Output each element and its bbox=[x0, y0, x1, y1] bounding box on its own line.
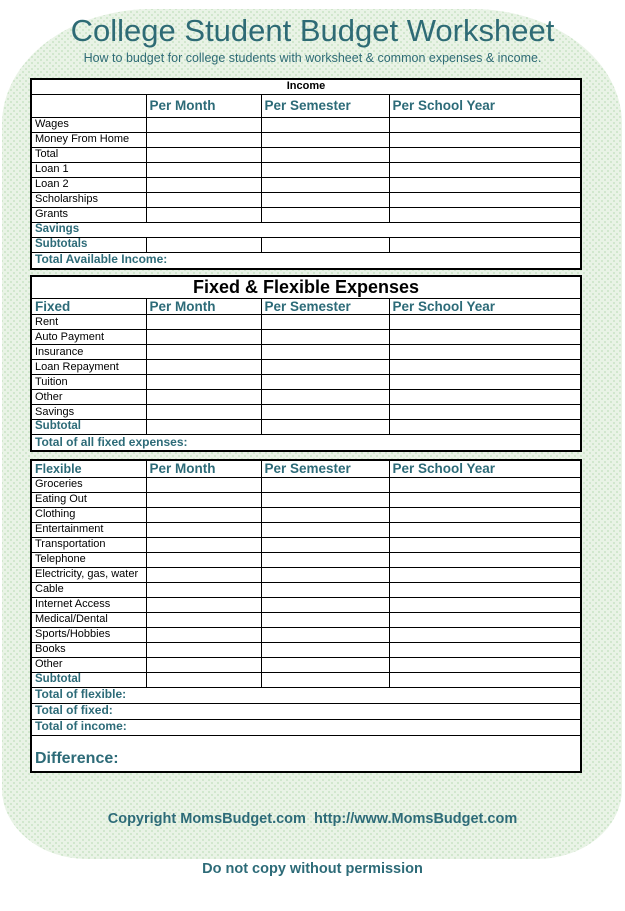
value-cell bbox=[261, 162, 389, 177]
value-cell bbox=[261, 345, 389, 360]
income-header-row bbox=[31, 94, 581, 117]
total-fixed-row bbox=[31, 703, 581, 719]
table-row bbox=[31, 657, 581, 672]
value-cell bbox=[261, 192, 389, 207]
value-cell bbox=[146, 420, 261, 435]
value-cell bbox=[389, 672, 581, 687]
value-cell bbox=[146, 315, 261, 330]
value-cell bbox=[261, 375, 389, 390]
column-header-per-semester: Per Semester bbox=[261, 460, 389, 477]
row-label: Subtotals bbox=[31, 237, 146, 252]
value-cell bbox=[389, 162, 581, 177]
value-cell bbox=[389, 522, 581, 537]
value-cell bbox=[261, 132, 389, 147]
table-row bbox=[31, 582, 581, 597]
row-label: Medical/Dental bbox=[31, 612, 146, 627]
row-label: Total Available Income: bbox=[31, 252, 581, 269]
value-cell bbox=[146, 162, 261, 177]
value-cell bbox=[261, 177, 389, 192]
value-cell bbox=[261, 657, 389, 672]
table-row bbox=[31, 597, 581, 612]
table-row bbox=[31, 642, 581, 657]
row-label: Internet Access bbox=[31, 597, 146, 612]
page-subtitle: How to budget for college students with worksheet & common expenses & income. bbox=[83, 50, 542, 65]
value-cell bbox=[146, 492, 261, 507]
flexible-header-row bbox=[31, 460, 581, 477]
value-cell bbox=[261, 597, 389, 612]
table-row bbox=[31, 330, 581, 345]
row-label: Rent bbox=[31, 315, 146, 330]
value-cell bbox=[261, 567, 389, 582]
row-label: Cable bbox=[31, 582, 146, 597]
permission-line: Do not copy without permission bbox=[202, 860, 423, 877]
value-cell bbox=[261, 477, 389, 492]
copyright-line: Copyright MomsBudget.com http://www.MomsBudget.com bbox=[107, 810, 518, 827]
row-label: Auto Payment bbox=[31, 330, 146, 345]
column-header-per-school-year: Per School Year bbox=[389, 298, 581, 315]
value-cell bbox=[389, 477, 581, 492]
value-cell bbox=[146, 522, 261, 537]
income-subtotals-row bbox=[31, 237, 581, 252]
value-cell bbox=[261, 237, 389, 252]
value-cell bbox=[146, 582, 261, 597]
fixed-expenses-table bbox=[30, 275, 582, 453]
table-row bbox=[31, 315, 581, 330]
value-cell bbox=[261, 507, 389, 522]
row-label: Wages bbox=[31, 117, 146, 132]
income-section-title-row bbox=[31, 79, 581, 95]
row-label: Groceries bbox=[31, 477, 146, 492]
row-label: Clothing bbox=[31, 507, 146, 522]
table-row bbox=[31, 522, 581, 537]
column-header-per-month: Per Month bbox=[146, 94, 261, 117]
column-header-per-school-year: Per School Year bbox=[389, 94, 581, 117]
table-row bbox=[31, 132, 581, 147]
total-flexible-row bbox=[31, 687, 581, 703]
income-table bbox=[30, 78, 582, 270]
table-row bbox=[31, 162, 581, 177]
income-corner-cell bbox=[31, 94, 146, 117]
value-cell bbox=[389, 315, 581, 330]
row-label: Books bbox=[31, 642, 146, 657]
row-label: Savings bbox=[31, 405, 146, 420]
value-cell bbox=[146, 612, 261, 627]
value-cell bbox=[389, 612, 581, 627]
value-cell bbox=[389, 132, 581, 147]
value-cell bbox=[389, 405, 581, 420]
table-row bbox=[31, 405, 581, 420]
value-cell bbox=[146, 537, 261, 552]
row-label: Telephone bbox=[31, 552, 146, 567]
value-cell bbox=[146, 237, 261, 252]
value-cell bbox=[261, 207, 389, 222]
table-row bbox=[31, 375, 581, 390]
row-label: Total of income: bbox=[31, 719, 581, 735]
section-gap bbox=[30, 452, 580, 459]
value-cell bbox=[389, 537, 581, 552]
value-cell bbox=[146, 375, 261, 390]
value-cell bbox=[389, 147, 581, 162]
table-row bbox=[31, 552, 581, 567]
row-label: Scholarships bbox=[31, 192, 146, 207]
value-cell bbox=[261, 360, 389, 375]
value-cell bbox=[261, 117, 389, 132]
flexible-subtotal-row bbox=[31, 672, 581, 687]
value-cell bbox=[146, 117, 261, 132]
row-label: Total bbox=[31, 147, 146, 162]
value-cell bbox=[146, 642, 261, 657]
row-label: Money From Home bbox=[31, 132, 146, 147]
value-cell bbox=[389, 507, 581, 522]
fixed-corner-cell: Fixed bbox=[31, 298, 146, 315]
flexible-corner-cell: Flexible bbox=[31, 460, 146, 477]
table-row bbox=[31, 390, 581, 405]
row-label: Loan Repayment bbox=[31, 360, 146, 375]
value-cell bbox=[389, 567, 581, 582]
value-cell bbox=[389, 597, 581, 612]
value-cell bbox=[389, 582, 581, 597]
value-cell bbox=[389, 390, 581, 405]
value-cell bbox=[389, 657, 581, 672]
fixed-subtotal-row bbox=[31, 420, 581, 435]
value-cell bbox=[389, 177, 581, 192]
row-label: Electricity, gas, water bbox=[31, 567, 146, 582]
table-row bbox=[31, 345, 581, 360]
value-cell bbox=[261, 420, 389, 435]
value-cell bbox=[146, 390, 261, 405]
fixed-header-row bbox=[31, 298, 581, 315]
value-cell bbox=[261, 147, 389, 162]
flexible-expenses-table bbox=[30, 459, 582, 773]
page-title: College Student Budget Worksheet bbox=[70, 13, 555, 48]
income-section-title: Income bbox=[31, 79, 581, 95]
difference-row bbox=[31, 735, 581, 772]
value-cell bbox=[146, 627, 261, 642]
value-cell bbox=[146, 345, 261, 360]
column-header-per-semester: Per Semester bbox=[261, 94, 389, 117]
income-total-row bbox=[31, 252, 581, 269]
value-cell bbox=[146, 360, 261, 375]
footer bbox=[0, 778, 625, 911]
row-label: Other bbox=[31, 390, 146, 405]
row-label: Eating Out bbox=[31, 492, 146, 507]
value-cell bbox=[389, 192, 581, 207]
value-cell bbox=[146, 192, 261, 207]
row-label: Subtotal bbox=[31, 420, 146, 435]
value-cell bbox=[146, 567, 261, 582]
value-cell bbox=[389, 207, 581, 222]
value-cell bbox=[389, 345, 581, 360]
value-cell bbox=[389, 420, 581, 435]
table-row bbox=[31, 612, 581, 627]
value-cell bbox=[146, 330, 261, 345]
value-cell bbox=[146, 405, 261, 420]
row-label: Other bbox=[31, 657, 146, 672]
row-label: Total of fixed: bbox=[31, 703, 581, 719]
row-label: Subtotal bbox=[31, 672, 146, 687]
row-label: Loan 2 bbox=[31, 177, 146, 192]
value-cell bbox=[261, 627, 389, 642]
row-label: Total of flexible: bbox=[31, 687, 581, 703]
table-row bbox=[31, 147, 581, 162]
expenses-section-title-row bbox=[31, 276, 581, 299]
column-header-per-semester: Per Semester bbox=[261, 298, 389, 315]
row-label: Total of all fixed expenses: bbox=[31, 435, 581, 452]
column-header-per-school-year: Per School Year bbox=[389, 460, 581, 477]
row-label: Savings bbox=[31, 222, 581, 237]
value-cell bbox=[261, 537, 389, 552]
value-cell bbox=[389, 117, 581, 132]
value-cell bbox=[261, 315, 389, 330]
table-row bbox=[31, 177, 581, 192]
value-cell bbox=[146, 657, 261, 672]
table-row bbox=[31, 507, 581, 522]
table-row bbox=[31, 207, 581, 222]
column-header-per-month: Per Month bbox=[146, 298, 261, 315]
row-label: Insurance bbox=[31, 345, 146, 360]
table-row bbox=[31, 627, 581, 642]
row-label: Difference: bbox=[31, 735, 581, 772]
value-cell bbox=[261, 552, 389, 567]
value-cell bbox=[389, 330, 581, 345]
table-row bbox=[31, 567, 581, 582]
value-cell bbox=[261, 582, 389, 597]
row-label: Grants bbox=[31, 207, 146, 222]
column-header-per-month: Per Month bbox=[146, 460, 261, 477]
value-cell bbox=[146, 477, 261, 492]
value-cell bbox=[389, 627, 581, 642]
value-cell bbox=[261, 642, 389, 657]
value-cell bbox=[146, 507, 261, 522]
value-cell bbox=[146, 672, 261, 687]
value-cell bbox=[389, 492, 581, 507]
total-income-row bbox=[31, 719, 581, 735]
expenses-section-title: Fixed & Flexible Expenses bbox=[31, 276, 581, 299]
value-cell bbox=[261, 405, 389, 420]
row-label: Entertainment bbox=[31, 522, 146, 537]
table-row bbox=[31, 360, 581, 375]
row-label: Tuition bbox=[31, 375, 146, 390]
value-cell bbox=[389, 237, 581, 252]
value-cell bbox=[261, 492, 389, 507]
value-cell bbox=[146, 132, 261, 147]
value-cell bbox=[146, 177, 261, 192]
table-row bbox=[31, 117, 581, 132]
value-cell bbox=[261, 522, 389, 537]
fixed-total-row bbox=[31, 435, 581, 452]
row-label: Loan 1 bbox=[31, 162, 146, 177]
value-cell bbox=[146, 147, 261, 162]
income-savings-row bbox=[31, 222, 581, 237]
value-cell bbox=[261, 672, 389, 687]
value-cell bbox=[261, 390, 389, 405]
table-row bbox=[31, 477, 581, 492]
value-cell bbox=[261, 330, 389, 345]
value-cell bbox=[146, 597, 261, 612]
value-cell bbox=[389, 360, 581, 375]
value-cell bbox=[389, 375, 581, 390]
value-cell bbox=[146, 552, 261, 567]
value-cell bbox=[146, 207, 261, 222]
value-cell bbox=[261, 612, 389, 627]
value-cell bbox=[389, 642, 581, 657]
table-row bbox=[31, 192, 581, 207]
table-row bbox=[31, 537, 581, 552]
row-label: Transportation bbox=[31, 537, 146, 552]
value-cell bbox=[389, 552, 581, 567]
worksheet-body bbox=[30, 78, 580, 773]
table-row bbox=[31, 492, 581, 507]
row-label: Sports/Hobbies bbox=[31, 627, 146, 642]
